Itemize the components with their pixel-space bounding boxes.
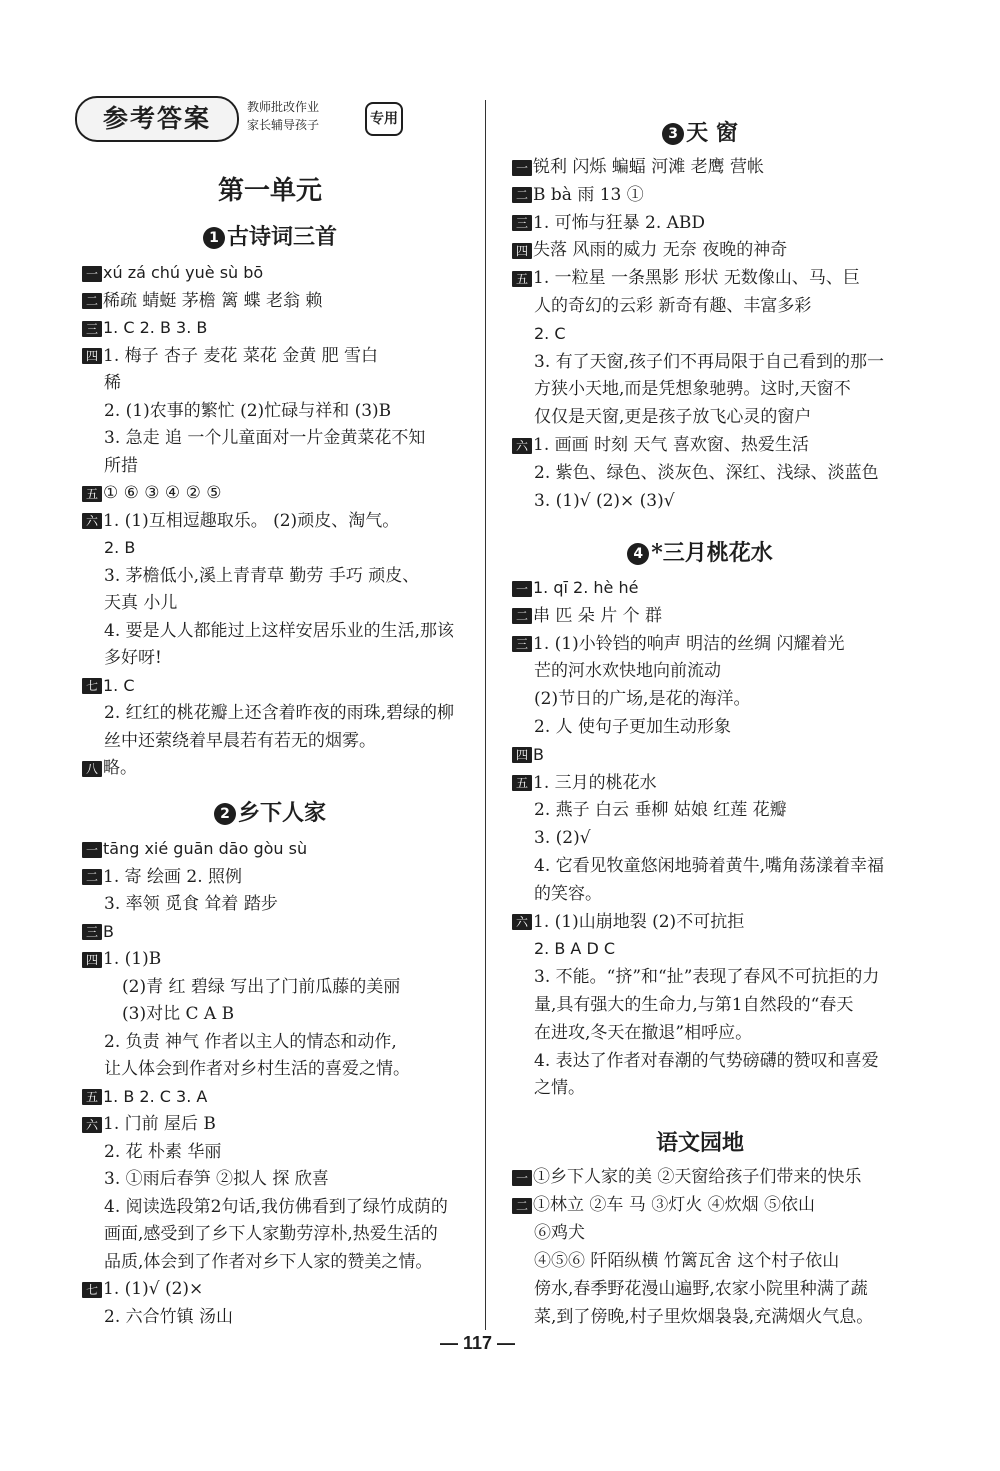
answer-text: 1. (1)山崩地裂 (2)不可抗拒 — [533, 911, 745, 932]
lesson-number-icon: 2 — [214, 803, 236, 825]
question-marker-icon: 三 — [82, 924, 102, 940]
answer-text: 2. 紫色、绿色、淡灰色、深红、浅绿、淡蓝色 — [534, 462, 879, 483]
answer-text: 稀 — [104, 373, 121, 393]
answer-line — [512, 267, 860, 289]
answer-line — [512, 1194, 815, 1216]
question-marker-icon: 六 — [82, 513, 102, 529]
answer-text: 1. 一粒星 一条黑影 形状 无数像山、马、巨 — [533, 268, 860, 289]
lesson-number-icon: 3 — [662, 123, 684, 145]
answer-text: 多好呀! — [104, 648, 162, 668]
question-marker-icon: 五 — [512, 775, 532, 791]
question-marker-icon: 二 — [512, 608, 532, 624]
answer-text: ① ⑥ ③ ④ ② ⑤ — [103, 483, 222, 503]
lesson-title-5 — [500, 1126, 900, 1157]
question-marker-icon: 六 — [512, 438, 532, 454]
answer-text: 菜,到了傍晚,村子里炊烟袅袅,充满烟火气息。 — [534, 1307, 874, 1327]
answer-text: (2)青 红 碧绿 写出了门前瓜藤的美丽 — [122, 976, 401, 997]
answer-line — [512, 462, 879, 484]
answer-text: 稀疏 蜻蜓 茅檐 篱 蝶 老翁 赖 — [103, 290, 323, 311]
answer-text: 2. 花 朴素 华丽 — [104, 1141, 222, 1162]
answer-line — [82, 1031, 397, 1053]
lesson-title-3 — [500, 116, 900, 147]
question-marker-icon: 五 — [82, 486, 102, 502]
answer-text: 3. 不能。“挤”和“扯”表现了春风不可抗拒的力 — [534, 967, 880, 988]
answer-line — [512, 1306, 873, 1328]
answer-line — [82, 482, 221, 504]
answer-text: B — [533, 744, 544, 764]
answer-line — [512, 434, 809, 456]
answer-text: 4. 它看见牧童悠闲地骑着黄牛,嘴角荡漾着幸福 — [534, 856, 885, 876]
answer-line — [82, 1086, 207, 1108]
answer-text: 人的奇幻的云彩 新奇有趣、丰富多彩 — [534, 296, 812, 316]
answer-text: 1. C 2. B 3. B — [103, 318, 208, 337]
answer-line — [82, 1003, 234, 1025]
question-marker-icon: 五 — [512, 271, 532, 287]
answer-text: 2. B A D C — [534, 939, 616, 959]
question-marker-icon: 一 — [512, 160, 532, 176]
answer-text: 画面,感受到了乡下人家勤劳淳朴,热爱生活的 — [104, 1224, 438, 1244]
answer-line — [82, 400, 391, 422]
question-marker-icon: 一 — [512, 581, 532, 597]
answer-text: (3)对比 C A B — [122, 1004, 235, 1024]
question-marker-icon: 八 — [82, 761, 102, 777]
answer-line — [512, 1250, 839, 1272]
answer-line — [82, 1306, 233, 1328]
section-title-text: *三月桃花水 — [651, 540, 773, 566]
question-marker-icon: 三 — [512, 636, 532, 652]
answer-text: 1. 梅子 杏子 麦花 菜花 金黄 肥 雪白 — [103, 345, 379, 366]
column-divider — [485, 100, 486, 1330]
answer-line — [512, 577, 638, 599]
answer-line — [82, 1141, 221, 1163]
question-marker-icon: 二 — [512, 187, 532, 203]
answer-line — [512, 688, 750, 710]
answer-line — [512, 772, 657, 794]
answer-text: 品质,体会到了作者对乡下人家的赞美之情。 — [104, 1251, 433, 1272]
answer-line — [512, 855, 884, 877]
answer-line — [82, 565, 419, 587]
answer-text: 在进攻,冬天在撤退”相呼应。 — [534, 1022, 753, 1043]
question-marker-icon: 一 — [82, 266, 102, 282]
answer-line — [82, 730, 376, 752]
answer-text: 丝中还萦绕着早晨若有若无的烟雾。 — [104, 730, 376, 751]
answer-text: 量,具有强大的生命力,与第1自然段的“春天 — [534, 995, 854, 1015]
banner-sub-line-1: 教师批改作业 — [247, 100, 320, 114]
answer-text: xú zá chú yuè sù bō — [103, 263, 264, 282]
answer-line — [82, 1113, 216, 1135]
answer-line — [82, 537, 135, 559]
answer-text: 2. 负责 神气 作者以主人的情态和动作, — [104, 1031, 397, 1052]
answer-text: 让人体会到作者对乡村生活的喜爱之情。 — [104, 1059, 410, 1079]
answer-line — [512, 966, 879, 988]
answer-text: (2)节日的广场,是花的海洋。 — [534, 689, 751, 710]
answer-text: 1. (1)互相逗趣取乐。 (2)顽皮、淘气。 — [103, 510, 400, 531]
answer-text: 3. ①雨后春笋 ②拟人 探 欣喜 — [104, 1169, 329, 1189]
answer-text: 3. 率领 觅食 耸着 踏步 — [104, 894, 278, 914]
answer-line — [512, 744, 544, 766]
answer-line — [512, 911, 744, 933]
answer-line — [82, 757, 137, 779]
answer-text: 1. (1)小铃铛的响声 明洁的丝绸 闪耀着光 — [533, 633, 845, 654]
answer-text: 4. 阅读选段第2句话,我仿佛看到了绿竹成荫的 — [104, 1196, 448, 1217]
answer-line — [512, 799, 787, 821]
lesson-title-4 — [500, 536, 900, 567]
question-marker-icon: 七 — [82, 678, 102, 694]
answer-line — [512, 323, 566, 345]
section-title-text: 语文园地 — [655, 1130, 744, 1156]
answer-line — [82, 647, 162, 669]
answer-text: 方狭小天地,而是凭想象驰骋。这时,天窗不 — [534, 379, 851, 400]
answer-line — [512, 184, 644, 206]
banner-title: 参考答案 — [75, 96, 239, 142]
answer-text: 傍水,春季野花漫山遍野,农家小院里种满了蔬 — [534, 1279, 868, 1299]
answer-text: 1. B 2. C 3. A — [103, 1086, 208, 1106]
answer-text: 2. 六合竹镇 汤山 — [104, 1306, 234, 1327]
answer-text: 2. 燕子 白云 垂柳 姑娘 红莲 花瓣 — [534, 800, 787, 821]
answer-line — [82, 1223, 438, 1245]
answer-line — [82, 893, 278, 915]
question-marker-icon: 四 — [82, 348, 102, 364]
section-title-text: 乡下人家 — [237, 800, 326, 826]
question-marker-icon: 五 — [82, 1089, 102, 1105]
answer-text: 1. qī 2. hè hé — [533, 578, 639, 597]
question-marker-icon: 三 — [512, 215, 532, 231]
question-marker-icon: 一 — [82, 842, 102, 858]
answer-text: 串 匹 朵 片 个 群 — [533, 605, 663, 626]
answer-line — [512, 994, 853, 1016]
question-marker-icon: 一 — [512, 1170, 532, 1186]
question-marker-icon: 四 — [82, 952, 102, 968]
answer-line — [512, 1077, 585, 1099]
answer-text: ⑥鸡犬 — [534, 1223, 585, 1243]
answer-line — [512, 378, 851, 400]
answer-text: 1. 寄 绘画 2. 照例 — [103, 866, 243, 887]
answer-text: 3. (2)√ — [534, 828, 591, 849]
question-marker-icon: 七 — [82, 1282, 102, 1298]
banner-tag: 专用 — [365, 102, 403, 136]
answer-line — [82, 592, 177, 614]
answer-line — [512, 212, 705, 234]
answer-line — [82, 675, 135, 697]
answer-line — [512, 827, 591, 849]
unit-title: 第一单元 — [217, 176, 322, 206]
answer-line — [82, 838, 307, 860]
answer-line — [82, 702, 454, 724]
question-marker-icon: 六 — [82, 1117, 102, 1133]
lesson-number-icon: 4 — [627, 543, 649, 565]
answer-text: 2. B — [104, 538, 136, 557]
page-number: — 117 — — [440, 1333, 516, 1353]
answer-text: ④⑤⑥ 阡陌纵横 竹篱瓦舍 这个村子依山 — [534, 1251, 840, 1271]
answer-text: 3. 茅檐低小,溪上青青草 勤劳 手巧 顽皮、 — [104, 565, 420, 586]
section-title-text: 古诗词三首 — [226, 224, 337, 250]
answer-line — [82, 1278, 203, 1300]
answer-text: 4. 表达了作者对春潮的气势磅礴的赞叹和喜爱 — [534, 1050, 879, 1071]
answer-text: 1. 三月的桃花水 — [533, 772, 657, 793]
answer-text: 1. 门前 屋后 B — [103, 1114, 216, 1134]
answer-text: 芒的河水欢快地向前流动 — [534, 661, 721, 682]
question-marker-icon: 二 — [82, 293, 102, 309]
section-title-text: 天 窗 — [686, 120, 738, 146]
answer-text: 3. (1)√ (2)× (3)√ — [534, 490, 675, 511]
answer-line — [512, 1022, 752, 1044]
banner-subtitle — [247, 98, 319, 134]
question-marker-icon: 二 — [512, 1198, 532, 1214]
answer-line — [82, 290, 322, 312]
answer-line — [512, 406, 811, 428]
answer-line — [512, 605, 662, 627]
answer-line — [82, 1251, 432, 1273]
answer-text: 1. 可怖与狂暴 2. ABD — [533, 212, 706, 233]
answer-line — [512, 716, 731, 738]
answer-line — [82, 262, 263, 284]
answer-line — [512, 938, 615, 960]
answer-line — [512, 883, 602, 905]
answer-line — [82, 866, 242, 888]
question-marker-icon: 六 — [512, 914, 532, 930]
answer-text: ①乡下人家的美 ②天窗给孩子们带来的快乐 — [533, 1167, 862, 1187]
answer-text: 1. (1)√ (2)× — [103, 1279, 204, 1299]
lesson-title-2 — [70, 796, 470, 827]
answer-line — [512, 1222, 585, 1244]
answer-text: 2. (1)农事的繁忙 (2)忙碌与祥和 (3)B — [104, 400, 392, 421]
answer-line — [82, 1058, 410, 1080]
answer-line — [512, 633, 845, 655]
answer-text: 仅仅是天窗,更是孩子放飞心灵的窗户 — [534, 407, 812, 428]
answer-line — [82, 372, 121, 394]
question-marker-icon: 三 — [82, 321, 102, 337]
answer-text: 略。 — [103, 758, 137, 778]
answer-line — [82, 948, 161, 970]
answer-line — [512, 660, 721, 682]
answer-banner — [75, 94, 398, 142]
answer-text: 2. C — [534, 323, 566, 343]
answer-text: ①林立 ②车 马 ③灯火 ④炊烟 ⑤依山 — [533, 1195, 816, 1215]
question-marker-icon: 四 — [512, 747, 532, 763]
lesson-title-1 — [70, 220, 470, 251]
answer-text: tāng xié guān dāo gòu sù — [103, 839, 308, 858]
lesson-number-icon: 1 — [203, 227, 225, 249]
answer-text: B bà 雨 13 ① — [533, 184, 644, 205]
answer-text: 2. 人 使句子更加生动形象 — [534, 717, 732, 737]
answer-line — [82, 620, 454, 642]
answer-line — [82, 345, 378, 367]
answer-text: 3. 急走 追 一个儿童面对一片金黄菜花不知 — [104, 428, 426, 448]
answer-line — [512, 1166, 861, 1188]
answer-line — [82, 921, 114, 943]
answer-line — [512, 156, 764, 178]
answer-line — [82, 976, 400, 998]
answer-line — [512, 490, 675, 512]
answer-line — [82, 455, 138, 477]
answer-line — [512, 351, 884, 373]
answer-text: 失落 风雨的威力 无奈 夜晚的神奇 — [533, 240, 788, 261]
answer-text: 3. 有了天窗,孩子们不再局限于自己看到的那一 — [534, 351, 885, 372]
answer-line — [82, 1168, 329, 1190]
answer-text: 1. (1)B — [103, 949, 162, 969]
answer-text: 2. 红红的桃花瓣上还含着昨夜的雨珠,碧绿的柳 — [104, 703, 455, 723]
answer-text: 之情。 — [534, 1078, 585, 1099]
question-marker-icon: 四 — [512, 243, 532, 259]
answer-text: 锐利 闪烁 蝙蝠 河滩 老鹰 营帐 — [533, 157, 765, 177]
answer-line — [512, 239, 787, 261]
answer-text: 4. 要是人人都能过上这样安居乐业的生活,那该 — [104, 620, 455, 641]
answer-line — [512, 1050, 879, 1072]
answer-line — [512, 1278, 868, 1300]
question-marker-icon: 二 — [82, 869, 102, 885]
answer-line — [82, 427, 425, 449]
answer-line — [82, 1196, 448, 1218]
answer-text: B — [103, 921, 114, 941]
answer-text: 天真 小儿 — [104, 593, 178, 613]
answer-line — [512, 295, 811, 317]
answer-text: 的笑容。 — [534, 883, 602, 904]
answer-text: 所措 — [104, 455, 138, 476]
banner-sub-line-2: 家长辅导孩子 — [247, 118, 320, 132]
answer-text: 1. 画画 时刻 天气 喜欢窗、热爱生活 — [533, 435, 809, 455]
answer-text: 1. C — [103, 675, 135, 695]
answer-line — [82, 317, 207, 339]
answer-line — [82, 510, 399, 532]
